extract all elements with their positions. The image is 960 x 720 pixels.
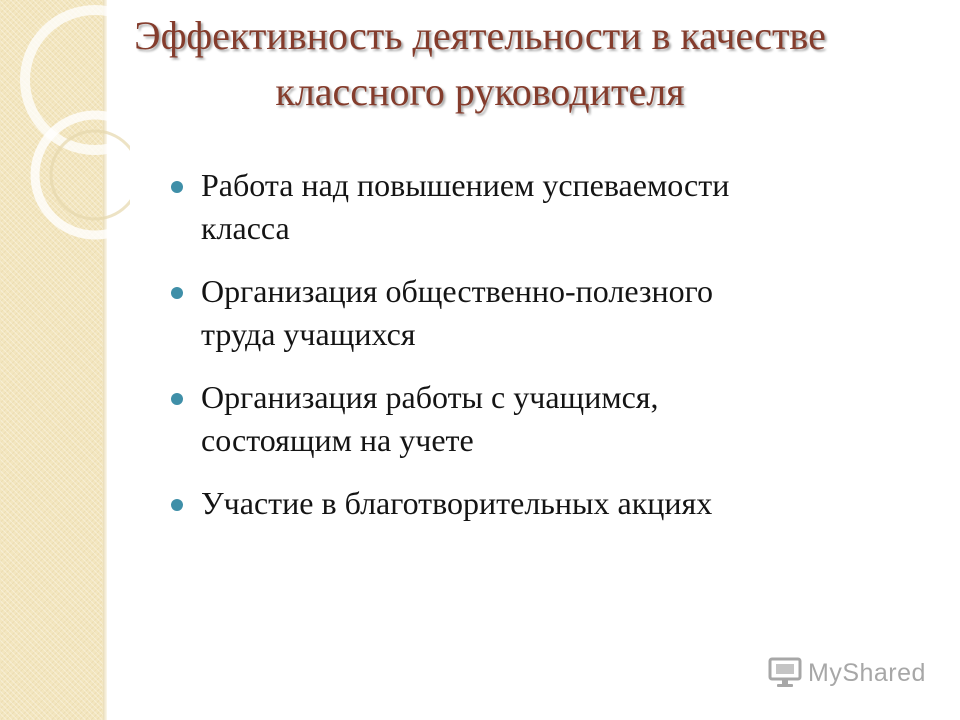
bullet-dot-icon [171, 287, 183, 299]
bullet-list [165, 164, 925, 545]
monitor-icon [768, 657, 802, 689]
bullet-item [165, 376, 925, 462]
slide-title-line-2: классного руководителя [275, 69, 685, 114]
bullet-dot-icon [171, 181, 183, 193]
bullet-dot-icon [171, 393, 183, 405]
slide-title-line-1: Эффективность деятельности в качестве [134, 13, 826, 58]
watermark-text: MyShared [808, 658, 926, 687]
bullet-item [165, 164, 925, 250]
bullet-item [165, 270, 925, 356]
bullet-text-continued: состоящим на учете [201, 422, 474, 458]
bullet-text: Организация общественно-полезного [201, 273, 713, 309]
bullet-dot-icon [171, 499, 183, 511]
bullet-text: Организация работы с учащимся, [201, 379, 659, 415]
bullet-text: Участие в благотворительных акциях [201, 485, 713, 521]
bullet-item [165, 482, 925, 525]
bullet-text-continued: труда учащихся [201, 316, 416, 352]
slide-title [20, 8, 940, 120]
bullet-text-continued: класса [201, 210, 290, 246]
bullet-text: Работа над повышением успеваемости [201, 167, 730, 203]
myshared-watermark [768, 656, 926, 690]
